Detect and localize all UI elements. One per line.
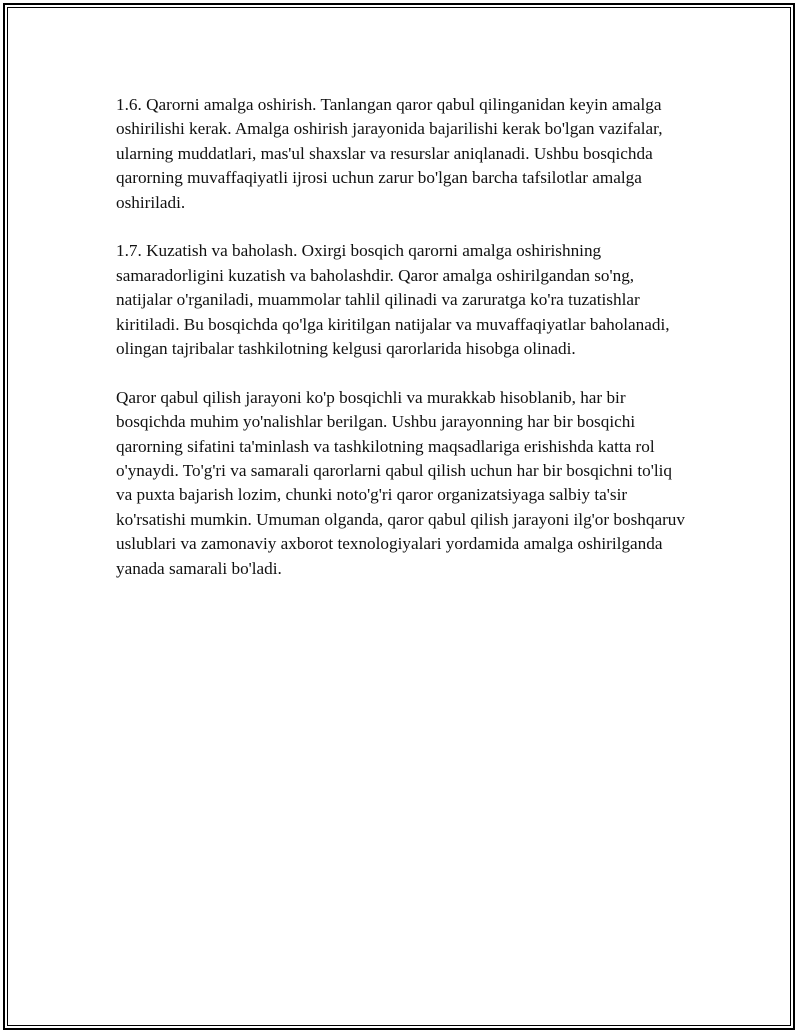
paragraph-conclusion: Qaror qabul qilish jarayoni ko'p bosqichli va murakkab hisoblanib, har bir bosqichda muhim yo'nalishlar berilgan. Ushbu jarayonning har bir bosqichi qarorning sifatini ta'minlash va tashkilotning maqsadlariga erishishda katta rol o'ynaydi. To'g'ri va samarali qarorlarni qabul qilish uchun har bir bosqichni to'liq va puxta bajarish lozim, chunki noto'g'ri qaror organizatsiyaga salbiy ta'sir ko'rsatishi mumkin. Umuman olganda, qaror qabul qilish jarayoni ilg'or boshqaruv uslublari va zamonaviy axborot texnologiyalari yordamida amalga oshirilganda yanada samarali bo'ladi.	[116, 387, 685, 578]
paragraph-monitoring: 1.7. Kuzatish va baholash. Oxirgi bosqich qarorni amalga oshirishning samaradorligini kuzatish va baholashdir. Qaror amalga oshirilgandan so'ng, natijalar o'rganiladi, muammolar tahlil qilinadi va zaruratga ko'ra tuzatishlar kiritiladi. Bu bosqichda qo'lga kiritilgan natijalar va muvaffaqiyatlar baholanadi, olingan tajribalar tashkilotning kelgusi qarorlarida hisobga olinadi.	[116, 241, 670, 359]
paragraph-implementation: 1.6. Qarorni amalga oshirish. Tanlangan qaror qabul qilinganidan keyin amalga oshirilishi kerak. Amalga oshirish jarayonida bajarilishi kerak bo'lgan vazifalar, ularning muddatlari, mas'ul shaxslar va resurslar aniqlanadi. Ushbu bosqichda qarorning muvaffaqiyatli ijrosi uchun zarur bo'lgan barcha tafsilotlar amalga oshiriladi.	[116, 95, 663, 212]
document-body	[116, 93, 686, 605]
